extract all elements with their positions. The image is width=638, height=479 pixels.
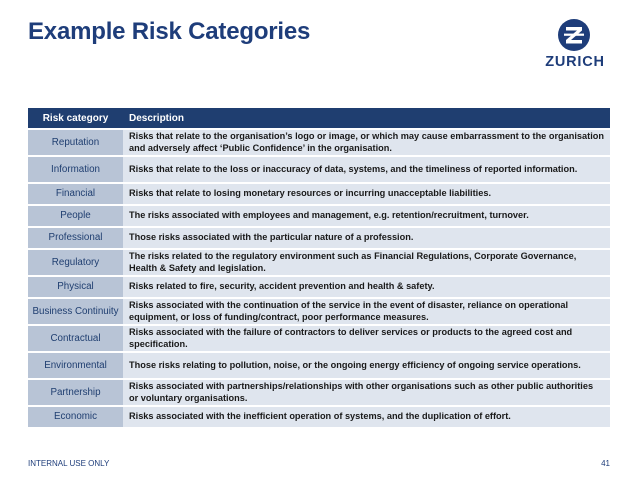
risk-description-cell: The risks related to the regulatory environment such as Financial Regulations, Corporate Governance, Health & Safety and legislation. [123, 250, 610, 275]
table-row [28, 380, 610, 405]
table-header-row [28, 108, 610, 128]
table-row [28, 250, 610, 275]
risk-description-cell: Risks that relate to the organisation’s logo or image, or which may cause embarrassment to the organisation and adversely affect ‘Public Confidence’ in the organisation. [123, 130, 610, 155]
table-row [28, 407, 610, 427]
risk-description-cell: Risks associated with partnerships/relationships with other organisations such as other public authorities or voluntary organisations. [123, 380, 610, 405]
logo-wordmark: ZURICH [545, 54, 605, 70]
risk-category-cell: People [28, 206, 123, 226]
risk-description-cell: Risks associated with the continuation of the service in the event of disaster, reliance on operational equipment, or loss of funding/contract, poor performance measures. [123, 299, 610, 324]
table-row [28, 277, 610, 297]
page-title: Example Risk Categories [28, 18, 311, 45]
table-row [28, 228, 610, 248]
page-number: 41 [601, 459, 610, 468]
table-row [28, 184, 610, 204]
table-row [28, 353, 610, 378]
table-row [28, 299, 610, 324]
risk-description-cell: Risks that relate to the loss or inaccuracy of data, systems, and the timeliness of reported information. [123, 157, 610, 182]
risk-category-cell: Reputation [28, 130, 123, 155]
table-row [28, 157, 610, 182]
risk-description-cell: Risks associated with the failure of contractors to deliver services or products to the agreed cost and specification. [123, 326, 610, 351]
table-row [28, 326, 610, 351]
risk-description-cell: Risks related to fire, security, accident prevention and health & safety. [123, 277, 610, 297]
risk-description-cell: Risks that relate to losing monetary resources or incurring unacceptable liabilities. [123, 184, 610, 204]
risk-category-cell: Economic [28, 407, 123, 427]
risk-category-cell: Partnership [28, 380, 123, 405]
risk-category-cell: Contractual [28, 326, 123, 351]
risk-category-cell: Physical [28, 277, 123, 297]
header-description: Description [123, 108, 610, 128]
risk-category-cell: Financial [28, 184, 123, 204]
risk-description-cell: Risks associated with the inefficient operation of systems, and the duplication of effort. [123, 407, 610, 427]
risk-category-cell: Information [28, 157, 123, 182]
risk-description-cell: The risks associated with employees and management, e.g. retention/recruitment, turnover. [123, 206, 610, 226]
zurich-logo [538, 18, 612, 76]
table-row [28, 130, 610, 155]
zurich-z-logo-icon [557, 18, 591, 52]
table-row [28, 206, 610, 226]
risk-categories-table [28, 106, 610, 429]
footer-classification: INTERNAL USE ONLY [28, 459, 110, 468]
risk-category-cell: Regulatory [28, 250, 123, 275]
risk-category-cell: Business Continuity [28, 299, 123, 324]
risk-description-cell: Those risks associated with the particular nature of a profession. [123, 228, 610, 248]
risk-description-cell: Those risks relating to pollution, noise, or the ongoing energy efficiency of ongoing service operations. [123, 353, 610, 378]
header-risk-category: Risk category [28, 108, 123, 128]
risk-category-cell: Environmental [28, 353, 123, 378]
risk-category-cell: Professional [28, 228, 123, 248]
